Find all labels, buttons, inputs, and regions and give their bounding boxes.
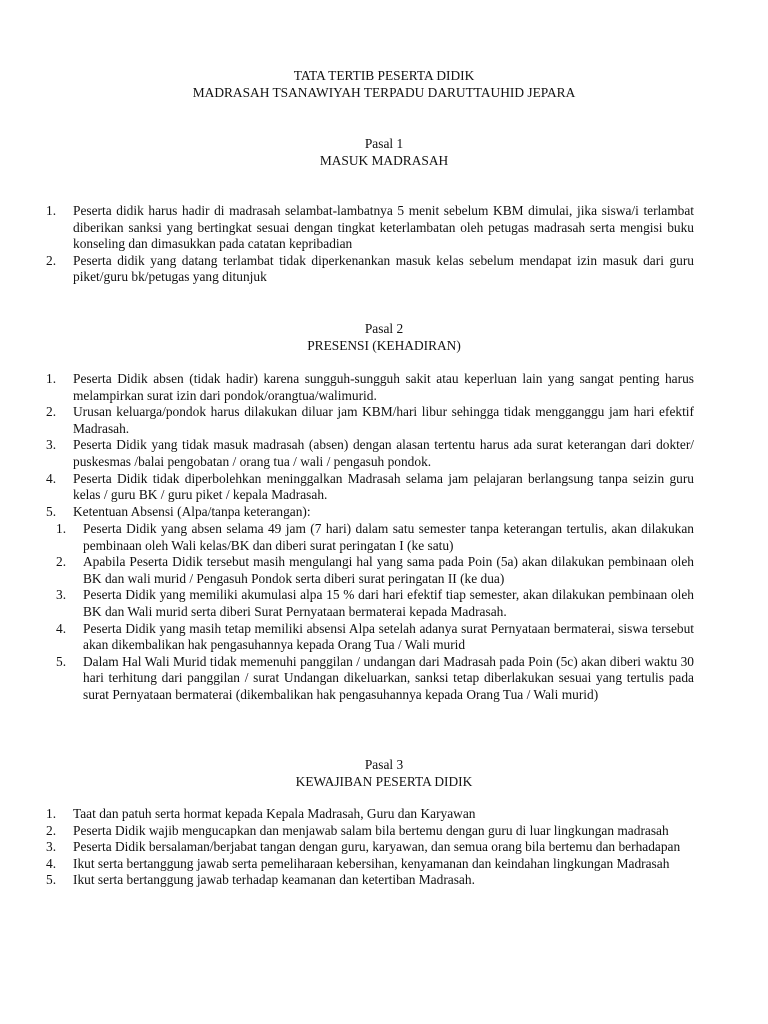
item-text: Ikut serta bertanggung jawab terhadap keamanan dan ketertiban Madrasah.: [73, 872, 475, 888]
sub-list-item: [54, 654, 694, 704]
item-number: 1.: [46, 203, 57, 218]
item-number: 4.: [46, 855, 57, 871]
list-item: [44, 471, 694, 504]
section-1-title: MASUK MADRASAH: [319, 152, 449, 168]
item-text: Apabila Peserta Didik tersebut masih mengulangi hal yang sama pada Poin (5a) akan dilakukan pembinaan oleh BK dan wali murid / Pengasuh Pondok serta diberi surat peringatan II (ke dua): [83, 554, 694, 586]
item-text: Peserta Didik yang tidak masuk madrasah (absen) dengan alasan tertentu harus ada surat keterangan dari dokter/ puskesmas /balai pengobatan / orang tua / wali / pengasuh pondok.: [73, 437, 694, 469]
list-item: [44, 806, 694, 823]
item-number: 5.: [46, 503, 57, 519]
list-item: [44, 504, 694, 521]
item-text: Peserta didik yang datang terlambat tidak diperkenankan masuk kelas sebelum mendapat izin masuk dari guru piket/guru bk/petugas yang ditunjuk: [73, 252, 694, 285]
item-text: Peserta Didik absen (tidak hadir) karena sungguh-sungguh sakit atau keperluan lain yang sangat penting harus melampirkan surat izin dari pondok/orangtua/walimurid.: [73, 371, 694, 403]
list-item: [44, 872, 694, 889]
item-number: 2.: [46, 252, 57, 268]
section-2-title: PRESENSI (KEHADIRAN): [307, 337, 461, 353]
list-item: [44, 404, 694, 437]
item-text: Urusan keluarga/pondok harus dilakukan diluar jam KBM/hari libur sehingga tidak mengganggu jam hari efektif Madrasah.: [73, 404, 694, 436]
item-text: Taat dan patuh serta hormat kepada Kepala Madrasah, Guru dan Karyawan: [73, 806, 476, 821]
item-number: 2.: [46, 404, 57, 420]
item-text: Peserta didik harus hadir di madrasah selambat-lambatnya 5 menit sebelum KBM dimulai, jika siswa/i terlambat diberikan sanksi yang bertingkat sesuai dengan tingkat keterlambatan oleh petugas madrasah serta mengisi buku konseling dan dimasukkan pada catatan kepribadian: [73, 203, 694, 252]
title-line-1: TATA TERTIB PESERTA DIDIK: [293, 68, 475, 83]
section-3-pasal: Pasal 3: [364, 757, 404, 772]
section-3-title: KEWAJIBAN PESERTA DIDIK: [295, 773, 473, 789]
sub-list-item: [54, 587, 694, 620]
item-number: 3.: [46, 839, 57, 855]
item-number: 3.: [46, 437, 57, 453]
item-number: 1.: [46, 806, 57, 821]
item-number: 2.: [56, 554, 67, 570]
item-number: 4.: [56, 620, 67, 636]
item-number: 1.: [56, 521, 67, 536]
list-item: [44, 823, 694, 840]
section-2-sublist: [54, 521, 694, 704]
item-number: 2.: [46, 822, 57, 838]
item-text: Peserta Didik yang memiliki akumulasi alpa 15 % dari hari efektif tiap semester, akan dilakukan pembinaan oleh BK dan Wali murid serta diberi Surat Pernyataan bermaterai kepada Madrasah.: [83, 587, 694, 619]
title-line-2: MADRASAH TSANAWIYAH TERPADU DARUTTAUHID JEPARA: [192, 84, 576, 100]
item-text: Peserta Didik yang masih tetap memiliki absensi Alpa setelah adanya surat Pernyataan bermaterai, siswa tersebut akan dikembalikan hak pengasuhannya kepada Orang Tua / Wali murid: [83, 620, 694, 653]
item-text: Peserta Didik tidak diperbolehkan meninggalkan Madrasah selama jam pelajaran berlangsung tanpa seizin guru kelas / guru BK / guru piket / kepala Madrasah.: [73, 470, 694, 503]
list-item: [44, 437, 694, 470]
sub-list-item: [54, 521, 694, 554]
section-2-heading: [0, 321, 768, 354]
section-3-list: [44, 806, 694, 889]
list-item: [44, 839, 694, 856]
item-text: Peserta Didik yang absen selama 49 jam (7 hari) dalam satu semester tanpa keterangan tertulis, akan dilakukan pembinaan oleh Wali kelas/BK dan diberi surat peringatan I (ke satu): [83, 521, 694, 553]
item-text: Peserta Didik bersalaman/berjabat tangan dengan guru, karyawan, dan semua orang bila bertemu dan berhadapan: [73, 839, 681, 855]
item-text: Ketentuan Absensi (Alpa/tanpa keterangan):: [73, 503, 311, 519]
list-item: [44, 371, 694, 404]
sub-list-item: [54, 554, 694, 587]
section-1-list: [44, 203, 694, 286]
item-number: 3.: [56, 587, 67, 603]
section-1-heading: [0, 136, 768, 169]
item-number: 4.: [46, 470, 57, 486]
section-3-heading: [0, 757, 768, 790]
item-number: 5.: [46, 872, 57, 888]
item-number: 5.: [56, 653, 67, 669]
item-text: Peserta Didik wajib mengucapkan dan menjawab salam bila bertemu dengan guru di luar lingkungan madrasah: [73, 822, 669, 838]
item-number: 1.: [46, 371, 57, 386]
list-item: [44, 856, 694, 873]
item-text: Ikut serta bertanggung jawab serta pemeliharaan kebersihan, kenyamanan dan keindahan lingkungan Madrasah: [73, 855, 670, 871]
sub-list-item: [54, 621, 694, 654]
section-2-list: [44, 371, 694, 520]
section-2-pasal: Pasal 2: [364, 321, 404, 336]
document-title: [0, 68, 768, 101]
item-text: Dalam Hal Wali Murid tidak memenuhi panggilan / undangan dari Madrasah pada Poin (5c) akan diberi waktu 30 hari terhitung dari panggilan / surat Undangan dikeluarkan, sanksi tetap diberlakukan sesuai yang tertulis pada surat Pernyataan bermaterai (dikembalikan hak pengasuhannya kepada Orang Tua / Wali murid): [83, 653, 694, 702]
list-item: [44, 253, 694, 286]
list-item: [44, 203, 694, 253]
section-1-pasal: Pasal 1: [364, 136, 404, 151]
